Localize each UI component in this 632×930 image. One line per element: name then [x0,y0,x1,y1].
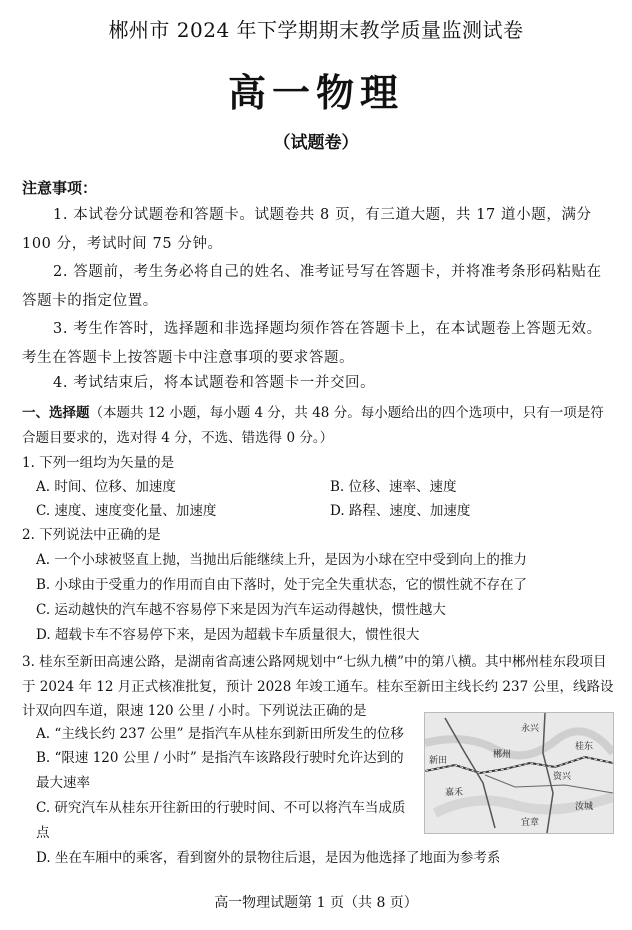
paper-type: （试题卷） [273,133,359,153]
question-1-option-c: C. 速度、速度变化量、加速度 [36,503,217,519]
section-heading [22,401,614,450]
page-footer: 高一物理试题第 1 页（共 8 页） [214,895,418,911]
question-2-option-a: A. 一个小球被竖直上抛，当抛出后能继续上升，是因为小球在空中受到向上的推力 [36,552,527,568]
note-item-1: 1. 本试卷分试题卷和答题卡。试题卷共 8 页，有三道大题，共 17 道小题，满分 100 分，考试时间 75 分钟。 [22,207,592,252]
subject-title: 高一物理 [227,70,404,115]
section-title: 一、选择题 [22,405,90,421]
question-1-stem: 1. 下列一组均为矢量的是 [22,455,175,471]
map-label-yizhang: 宜章 [521,818,540,828]
map-label-xintian: 新田 [429,756,448,766]
map-label-yongxing: 永兴 [521,724,540,734]
question-2-option-b: B. 小球由于受重力的作用而自由下落时，处于完全失重状态，它的惯性就不存在了 [36,577,528,593]
question-2-stem: 2. 下列说法中正确的是 [22,527,161,543]
section-description: （本题共 12 小题，每小题 4 分，共 48 分。每小题给出的四个选项中，只有一项是符合题目要求的，选对得 4 分，不选、错选得 0 分。） [22,405,604,446]
map-label-jiahe: 嘉禾 [445,788,464,798]
question-2-option-c: C. 运动越快的汽车越不容易停下来是因为汽车运动得越快，惯性越大 [36,602,446,618]
question-3-stem: 3. 桂东至新田高速公路，是湖南省高速公路网规划中“七纵九横”中的第八横。其中郴州桂东段项目于 2024 年 12 月正式核准批复，预计 2028 年竣工通车。桂东至新田主线长约 237 公里，线路设计双向四车道，限速 120 公里 / 小时。下列说法正确的是 [22,654,614,719]
map-label-zixing: 资兴 [553,772,572,782]
question-3-option-d: D. 坐在车厢中的乘客，看到窗外的景物往后退，是因为他选择了地面为参考系 [36,850,501,866]
question-3-option-b: B. “限速 120 公里 / 小时” 是指汽车该路段行驶时允许达到的最大速率 [36,750,404,791]
question-1-option-b: B. 位移、速率、速度 [330,479,457,495]
map-label-chenzhou: 郴州 [493,750,512,760]
notes-heading: 注意事项： [22,179,98,197]
note-item-3: 3. 考生作答时，选择题和非选择题均须作答在答题卡上，在本试题卷上答题无效。考生在答题卡上按答题卡中注意事项的要求答题。 [22,321,602,366]
highway-map [425,713,613,833]
note-item-2: 2. 答题前，考生务必将自己的姓名、准考证号写在答题卡，并将准考条形码粘贴在答题卡的指定位置。 [22,264,602,309]
question-1-option-d: D. 路程、速度、加速度 [330,503,471,519]
exam-title: 郴州市 2024 年下学期期末教学质量监测试卷 [108,18,524,42]
question-2-option-d: D. 超载卡车不容易停下来，是因为超载卡车质量很大，惯性很大 [36,627,420,643]
highway-map-figure [424,712,614,834]
note-item-4: 4. 考试结束后，将本试题卷和答题卡一并交回。 [53,375,376,391]
question-3-option-c: C. 研究汽车从桂东开往新田的行驶时间、不可以将汽车当成质点 [36,800,406,841]
map-label-rucheng: 汝城 [575,802,594,812]
question-1-option-a: A. 时间、位移、加速度 [36,479,176,495]
question-3-option-a: A. “主线长约 237 公里” 是指汽车从桂东到新田所发生的位移 [36,726,404,742]
map-label-guidong: 桂东 [575,742,594,752]
